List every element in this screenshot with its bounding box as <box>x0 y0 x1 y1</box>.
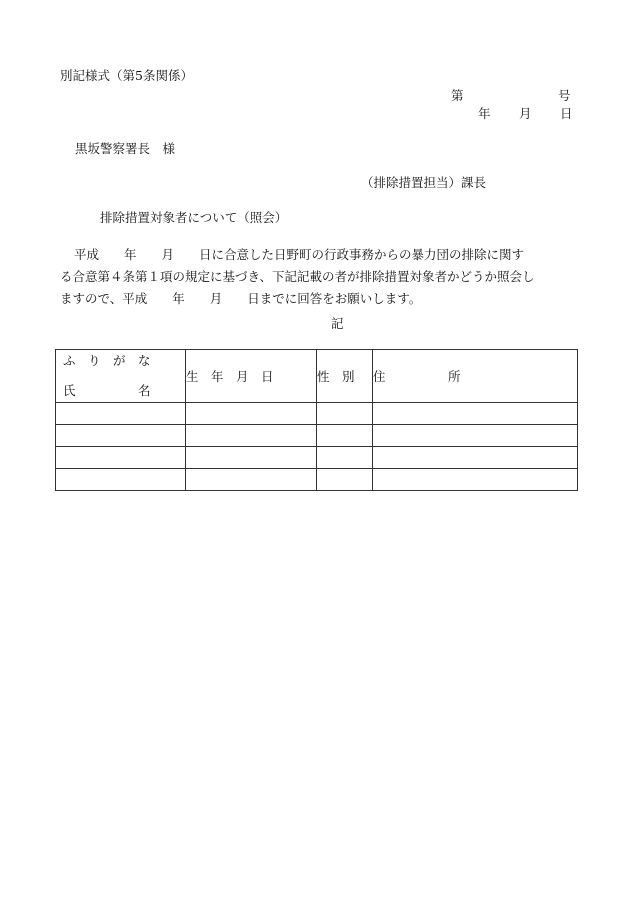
table-row <box>56 447 578 469</box>
birthdate-cell[interactable] <box>186 403 317 425</box>
sex-cell[interactable] <box>317 403 373 425</box>
number-prefix: 第 <box>451 88 464 103</box>
date-day: 日 <box>560 106 573 121</box>
table-header-row <box>56 350 578 403</box>
body-paragraph <box>60 244 576 310</box>
sex-cell[interactable] <box>317 447 373 469</box>
furigana-label: ふ り が な <box>63 353 151 368</box>
number-suffix: 号 <box>558 88 571 103</box>
address-cell[interactable] <box>373 447 578 469</box>
body-line: ますので、平成 年 月 日までに回答をお願いします。 <box>60 291 422 306</box>
name-cell[interactable] <box>56 403 186 425</box>
body-line: 平成 年 月 日に合意した日野町の行政事務からの暴力団の排除に関す <box>74 247 525 262</box>
birthdate-cell[interactable] <box>186 425 317 447</box>
sender-title: （排除措置担当）課長 <box>361 175 487 190</box>
table-row <box>56 425 578 447</box>
table-row <box>56 469 578 491</box>
name-cell[interactable] <box>56 469 186 491</box>
birthdate-cell[interactable] <box>186 469 317 491</box>
name-cell[interactable] <box>56 447 186 469</box>
name-label: 氏 名 <box>63 383 151 398</box>
table-row <box>56 403 578 425</box>
sex-cell[interactable] <box>317 425 373 447</box>
address-cell[interactable] <box>373 403 578 425</box>
subject: 排除措置対象者について（照会） <box>100 210 288 225</box>
sex-cell[interactable] <box>317 469 373 491</box>
body-line: る合意第４条第１項の規定に基づき、下記記載の者が排除措置対象者かどうか照会し <box>60 269 535 284</box>
name-cell[interactable] <box>56 425 186 447</box>
address-header: 住 所 <box>373 350 578 403</box>
subject-table <box>55 349 578 491</box>
birthdate-header: 生 年 月 日 <box>186 350 317 403</box>
addressee: 黒坂警察署長 様 <box>75 141 176 156</box>
ki-heading: 記 <box>331 316 344 331</box>
form-label: 別記様式（第5条関係） <box>60 68 193 83</box>
date-month: 月 <box>519 106 532 121</box>
birthdate-cell[interactable] <box>186 447 317 469</box>
address-cell[interactable] <box>373 425 578 447</box>
sex-header: 性 別 <box>317 350 373 403</box>
date-year: 年 <box>478 106 491 121</box>
name-header-cell <box>56 350 186 403</box>
address-cell[interactable] <box>373 469 578 491</box>
